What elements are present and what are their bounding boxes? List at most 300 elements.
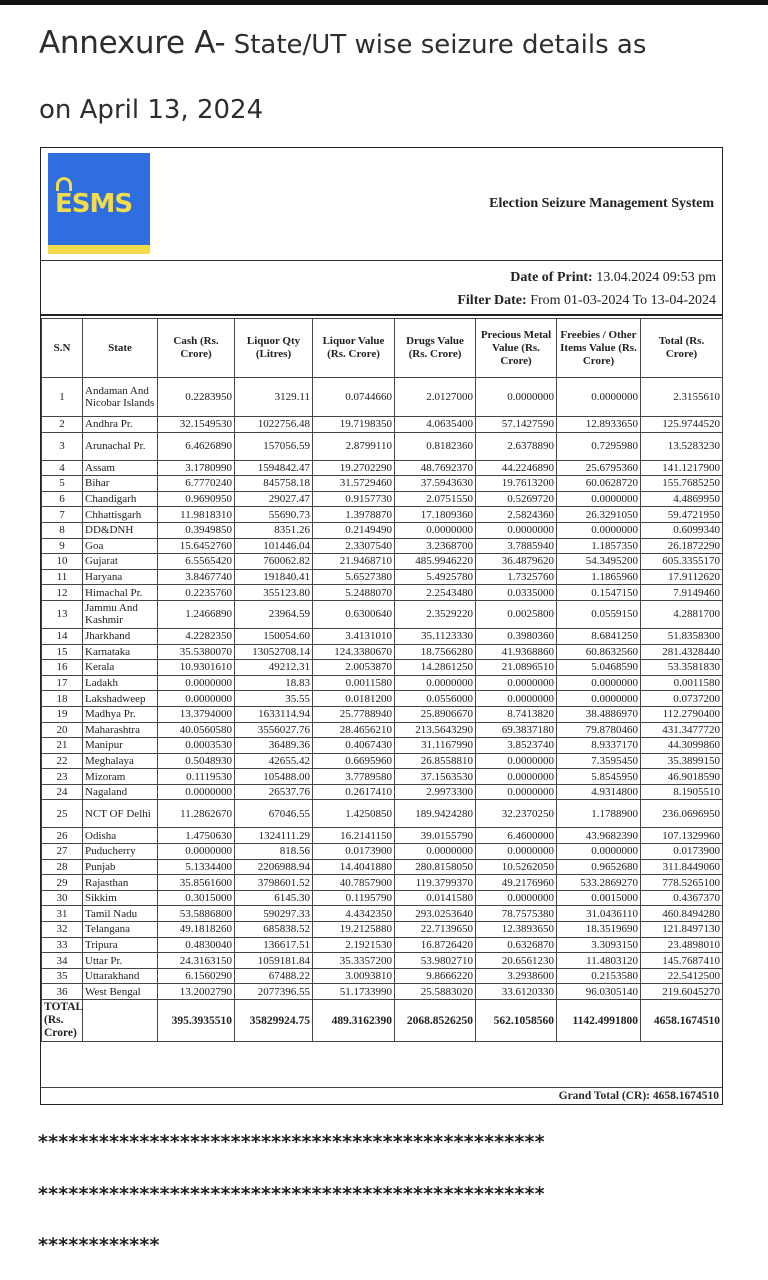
value-cell: 44.2246890 [476, 460, 557, 476]
heading-prefix: Annexure A- [39, 25, 226, 61]
table-row [42, 432, 723, 460]
value-cell: 96.0305140 [557, 984, 641, 1000]
value-cell: 431.3477720 [641, 722, 723, 738]
value-cell: 79.8780460 [557, 722, 641, 738]
value-cell: 60.8632560 [557, 644, 641, 660]
total-value: 562.1058560 [476, 1000, 557, 1042]
value-cell: 0.0000000 [476, 890, 557, 906]
table-header-row [42, 319, 723, 378]
value-cell: 7.9149460 [641, 585, 723, 601]
value-cell: 67488.22 [235, 968, 313, 984]
value-cell: 105488.00 [235, 769, 313, 785]
value-cell: 845758.18 [235, 476, 313, 492]
table-row [42, 491, 723, 507]
value-cell: 22.5412500 [641, 968, 723, 984]
value-cell: 136617.51 [235, 937, 313, 953]
value-cell: 43.9682390 [557, 828, 641, 844]
value-cell: 51.1733990 [313, 984, 395, 1000]
table-row [42, 522, 723, 538]
table-row [42, 722, 723, 738]
value-cell: 2.9973300 [395, 784, 476, 800]
state-cell: Karnataka [83, 644, 158, 660]
value-cell: 0.3949850 [158, 522, 235, 538]
value-cell: 69.3837180 [476, 722, 557, 738]
value-cell: 150054.60 [235, 628, 313, 644]
serial-cell: 22 [42, 753, 83, 769]
table-row [42, 691, 723, 707]
state-cell: NCT OF Delhi [83, 800, 158, 828]
value-cell: 0.0000000 [158, 691, 235, 707]
table-row [42, 417, 723, 433]
value-cell: 26.1872290 [641, 538, 723, 554]
serial-cell: 2 [42, 417, 83, 433]
value-cell: 1022756.48 [235, 417, 313, 433]
total-value: 4658.1674510 [641, 1000, 723, 1042]
value-cell: 0.0000000 [476, 769, 557, 785]
value-cell: 0.2235760 [158, 585, 235, 601]
value-cell: 0.0000000 [158, 844, 235, 860]
value-cell: 6.5565420 [158, 554, 235, 570]
value-cell: 31.0436110 [557, 906, 641, 922]
col-header: Drugs Value (Rs. Crore) [395, 319, 476, 378]
table-row [42, 844, 723, 860]
value-cell: 0.1119530 [158, 769, 235, 785]
table-row [42, 660, 723, 676]
value-cell: 53.5886800 [158, 906, 235, 922]
value-cell: 6145.30 [235, 890, 313, 906]
value-cell: 26537.76 [235, 784, 313, 800]
state-cell: Punjab [83, 859, 158, 875]
value-cell: 2.8799110 [313, 432, 395, 460]
serial-cell: 34 [42, 953, 83, 969]
value-cell: 18.7566280 [395, 644, 476, 660]
value-cell: 5.2488070 [313, 585, 395, 601]
table-row [42, 953, 723, 969]
value-cell: 6.1560290 [158, 968, 235, 984]
value-cell: 293.0253640 [395, 906, 476, 922]
value-cell: 22.7139650 [395, 922, 476, 938]
date-of-print-label: Date of Print: [510, 270, 593, 285]
value-cell: 14.2861250 [395, 660, 476, 676]
value-cell: 0.8182360 [395, 432, 476, 460]
value-cell: 35.1123330 [395, 628, 476, 644]
value-cell: 141.1217900 [641, 460, 723, 476]
value-cell: 12.3893650 [476, 922, 557, 938]
value-cell: 1.4250850 [313, 800, 395, 828]
total-value: 2068.8526250 [395, 1000, 476, 1042]
value-cell: 15.6452760 [158, 538, 235, 554]
serial-cell: 26 [42, 828, 83, 844]
value-cell: 35.55 [235, 691, 313, 707]
value-cell: 157056.59 [235, 432, 313, 460]
serial-cell: 28 [42, 859, 83, 875]
state-cell: West Bengal [83, 984, 158, 1000]
table-row [42, 890, 723, 906]
value-cell: 29027.47 [235, 491, 313, 507]
value-cell: 189.9424280 [395, 800, 476, 828]
value-cell: 0.0000000 [557, 675, 641, 691]
table-row [42, 554, 723, 570]
value-cell: 25.5883020 [395, 984, 476, 1000]
value-cell: 18.3519690 [557, 922, 641, 938]
value-cell: 37.1563530 [395, 769, 476, 785]
value-cell: 0.6300640 [313, 600, 395, 628]
table-row [42, 569, 723, 585]
table-row [42, 507, 723, 523]
value-cell: 11.4803120 [557, 953, 641, 969]
value-cell: 4.9314800 [557, 784, 641, 800]
state-cell: Haryana [83, 569, 158, 585]
col-header: Precious Metal Value (Rs. Crore) [476, 319, 557, 378]
value-cell: 0.0737200 [641, 691, 723, 707]
value-cell: 40.7857900 [313, 875, 395, 891]
serial-cell: 23 [42, 769, 83, 785]
value-cell: 2.3529220 [395, 600, 476, 628]
value-cell: 3798601.52 [235, 875, 313, 891]
value-cell: 23.4898010 [641, 937, 723, 953]
value-cell: 13.2002790 [158, 984, 235, 1000]
value-cell: 3129.11 [235, 378, 313, 417]
state-cell: Arunachal Pr. [83, 432, 158, 460]
total-label: TOTAL (Rs. Crore) [42, 1000, 83, 1042]
total-value: 35829924.75 [235, 1000, 313, 1042]
value-cell: 3.7885940 [476, 538, 557, 554]
value-cell: 0.2153580 [557, 968, 641, 984]
value-cell: 0.9690950 [158, 491, 235, 507]
value-cell: 2.2543480 [395, 585, 476, 601]
value-cell: 13052708.14 [235, 644, 313, 660]
logo-stripe [48, 245, 150, 254]
value-cell: 0.7295980 [557, 432, 641, 460]
value-cell: 590297.33 [235, 906, 313, 922]
value-cell: 39.0155790 [395, 828, 476, 844]
state-cell: Lakshadweep [83, 691, 158, 707]
value-cell: 36489.36 [235, 738, 313, 754]
value-cell: 155.7685250 [641, 476, 723, 492]
serial-cell: 7 [42, 507, 83, 523]
state-cell: Uttarakhand [83, 968, 158, 984]
heading-title: State/UT wise seizure details as [225, 30, 647, 60]
serial-cell: 35 [42, 968, 83, 984]
value-cell: 10.5262050 [476, 859, 557, 875]
state-cell: Tamil Nadu [83, 906, 158, 922]
serial-cell: 36 [42, 984, 83, 1000]
col-header: Freebies / Other Items Value (Rs. Crore) [557, 319, 641, 378]
date-of-print [510, 270, 716, 286]
value-cell: 2.3155610 [641, 378, 723, 417]
value-cell: 35.3357200 [313, 953, 395, 969]
value-cell: 35.3899150 [641, 753, 723, 769]
value-cell: 213.5643290 [395, 722, 476, 738]
filter-date-value: From 01-03-2024 To 13-04-2024 [526, 293, 716, 308]
value-cell: 0.0141580 [395, 890, 476, 906]
value-cell: 5.4925780 [395, 569, 476, 585]
state-cell: Goa [83, 538, 158, 554]
value-cell: 1059181.84 [235, 953, 313, 969]
value-cell: 3.2368700 [395, 538, 476, 554]
value-cell: 11.9818310 [158, 507, 235, 523]
value-cell: 2.1921530 [313, 937, 395, 953]
value-cell: 2.0053870 [313, 660, 395, 676]
value-cell: 32.1549530 [158, 417, 235, 433]
value-cell: 3.1780990 [158, 460, 235, 476]
value-cell: 16.8726420 [395, 937, 476, 953]
serial-cell: 27 [42, 844, 83, 860]
value-cell: 78.7575380 [476, 906, 557, 922]
value-cell: 25.6795360 [557, 460, 641, 476]
value-cell: 48.7692370 [395, 460, 476, 476]
value-cell: 1.4750630 [158, 828, 235, 844]
value-cell: 19.2702290 [313, 460, 395, 476]
separator-stars: ************ [38, 1234, 160, 1256]
table-row [42, 600, 723, 628]
state-cell: Meghalaya [83, 753, 158, 769]
table-row [42, 984, 723, 1000]
value-cell: 355123.80 [235, 585, 313, 601]
value-cell: 17.1809360 [395, 507, 476, 523]
state-cell: Nagaland [83, 784, 158, 800]
value-cell: 49.2176960 [476, 875, 557, 891]
serial-cell: 24 [42, 784, 83, 800]
value-cell: 281.4328440 [641, 644, 723, 660]
state-cell: Jammu And Kashmir [83, 600, 158, 628]
value-cell: 125.9744520 [641, 417, 723, 433]
table-row [42, 800, 723, 828]
value-cell: 0.0011580 [641, 675, 723, 691]
table-row [42, 753, 723, 769]
table-row [42, 968, 723, 984]
serial-cell: 30 [42, 890, 83, 906]
state-cell: Andhra Pr. [83, 417, 158, 433]
value-cell: 21.0896510 [476, 660, 557, 676]
serial-cell: 13 [42, 600, 83, 628]
esms-logo-icon [48, 153, 150, 254]
serial-cell: 1 [42, 378, 83, 417]
serial-cell: 5 [42, 476, 83, 492]
state-cell: Puducherry [83, 844, 158, 860]
value-cell: 55690.73 [235, 507, 313, 523]
value-cell: 0.0556000 [395, 691, 476, 707]
serial-cell: 6 [42, 491, 83, 507]
value-cell: 0.0000000 [476, 784, 557, 800]
value-cell: 6.4626890 [158, 432, 235, 460]
value-cell: 23964.59 [235, 600, 313, 628]
col-header: Liquor Qty (Litres) [235, 319, 313, 378]
value-cell: 2077396.55 [235, 984, 313, 1000]
value-cell: 21.9468710 [313, 554, 395, 570]
table-row [42, 828, 723, 844]
total-value [83, 1000, 158, 1042]
value-cell: 59.4721950 [641, 507, 723, 523]
value-cell: 1.1788900 [557, 800, 641, 828]
value-cell: 0.9157730 [313, 491, 395, 507]
value-cell: 10.9301610 [158, 660, 235, 676]
value-cell: 3.0093810 [313, 968, 395, 984]
value-cell: 0.0173900 [313, 844, 395, 860]
value-cell: 0.3015000 [158, 890, 235, 906]
value-cell: 11.2862670 [158, 800, 235, 828]
value-cell: 24.3163150 [158, 953, 235, 969]
report-header [41, 148, 722, 261]
value-cell: 0.4367370 [641, 890, 723, 906]
col-header: State [83, 319, 158, 378]
state-cell: Chhattisgarh [83, 507, 158, 523]
value-cell: 2.0751550 [395, 491, 476, 507]
value-cell: 2.6378890 [476, 432, 557, 460]
serial-cell: 18 [42, 691, 83, 707]
value-cell: 0.0173900 [641, 844, 723, 860]
serial-cell: 4 [42, 460, 83, 476]
value-cell: 0.0000000 [395, 675, 476, 691]
serial-cell: 33 [42, 937, 83, 953]
state-cell: Telangana [83, 922, 158, 938]
value-cell: 760062.82 [235, 554, 313, 570]
state-cell: Andaman And Nicobar Islands [83, 378, 158, 417]
value-cell: 0.0000000 [557, 844, 641, 860]
value-cell: 0.0181200 [313, 691, 395, 707]
value-cell: 119.3799370 [395, 875, 476, 891]
value-cell: 121.8497130 [641, 922, 723, 938]
value-cell: 2206988.94 [235, 859, 313, 875]
value-cell: 3556027.76 [235, 722, 313, 738]
state-cell: Ladakh [83, 675, 158, 691]
value-cell: 0.0744660 [313, 378, 395, 417]
value-cell: 311.8449060 [641, 859, 723, 875]
value-cell: 0.3980360 [476, 628, 557, 644]
separator-stars: ************************************************** [38, 1183, 545, 1205]
value-cell: 0.6099340 [641, 522, 723, 538]
value-cell: 35.8561600 [158, 875, 235, 891]
table-row [42, 538, 723, 554]
state-cell: Manipur [83, 738, 158, 754]
value-cell: 0.0000000 [557, 522, 641, 538]
value-cell: 2.3307540 [313, 538, 395, 554]
table-row [42, 644, 723, 660]
table-row [42, 675, 723, 691]
value-cell: 19.2125880 [313, 922, 395, 938]
serial-cell: 14 [42, 628, 83, 644]
value-cell: 8.1905510 [641, 784, 723, 800]
value-cell: 0.0000000 [557, 378, 641, 417]
value-cell: 1594842.47 [235, 460, 313, 476]
value-cell: 280.8158050 [395, 859, 476, 875]
filter-date-label: Filter Date: [457, 293, 527, 308]
value-cell: 0.4830040 [158, 937, 235, 953]
value-cell: 1.2466890 [158, 600, 235, 628]
value-cell: 54.3495200 [557, 554, 641, 570]
value-cell: 0.1195790 [313, 890, 395, 906]
value-cell: 13.3794000 [158, 706, 235, 722]
top-edge-bar [0, 0, 768, 5]
table-row [42, 476, 723, 492]
value-cell: 9.8666220 [395, 968, 476, 984]
serial-cell: 10 [42, 554, 83, 570]
value-cell: 460.8494280 [641, 906, 723, 922]
value-cell: 26.8558810 [395, 753, 476, 769]
value-cell: 14.4041880 [313, 859, 395, 875]
date-of-print-value: 13.04.2024 09:53 pm [592, 270, 716, 285]
state-cell: Kerala [83, 660, 158, 676]
table-row [42, 937, 723, 953]
value-cell: 6.7770240 [158, 476, 235, 492]
value-cell: 0.9652680 [557, 859, 641, 875]
report-frame [40, 147, 723, 1105]
value-cell: 0.0025800 [476, 600, 557, 628]
value-cell: 3.4131010 [313, 628, 395, 644]
value-cell: 0.6326870 [476, 937, 557, 953]
state-cell: Himachal Pr. [83, 585, 158, 601]
serial-cell: 21 [42, 738, 83, 754]
value-cell: 0.5269720 [476, 491, 557, 507]
table-row [42, 859, 723, 875]
value-cell: 53.9802710 [395, 953, 476, 969]
serial-cell: 11 [42, 569, 83, 585]
serial-cell: 19 [42, 706, 83, 722]
value-cell: 20.6561230 [476, 953, 557, 969]
value-cell: 25.7788940 [313, 706, 395, 722]
value-cell: 53.3581830 [641, 660, 723, 676]
serial-cell: 12 [42, 585, 83, 601]
serial-cell: 3 [42, 432, 83, 460]
value-cell: 0.4067430 [313, 738, 395, 754]
value-cell: 5.6527380 [313, 569, 395, 585]
value-cell: 33.6120330 [476, 984, 557, 1000]
value-cell: 19.7198350 [313, 417, 395, 433]
value-cell: 191840.41 [235, 569, 313, 585]
state-cell: Uttar Pr. [83, 953, 158, 969]
state-cell: Rajasthan [83, 875, 158, 891]
value-cell: 31.1167990 [395, 738, 476, 754]
table-row [42, 784, 723, 800]
value-cell: 2.5824360 [476, 507, 557, 523]
value-cell: 778.5265100 [641, 875, 723, 891]
col-header: Liquor Value (Rs. Crore) [313, 319, 395, 378]
logo-text: ESMS [55, 189, 133, 219]
state-cell: Gujarat [83, 554, 158, 570]
value-cell: 3.3093150 [557, 937, 641, 953]
value-cell: 0.0000000 [476, 522, 557, 538]
value-cell: 1633114.94 [235, 706, 313, 722]
value-cell: 67046.55 [235, 800, 313, 828]
value-cell: 8.9337170 [557, 738, 641, 754]
serial-cell: 25 [42, 800, 83, 828]
value-cell: 0.0335000 [476, 585, 557, 601]
value-cell: 1.1857350 [557, 538, 641, 554]
value-cell: 236.0696950 [641, 800, 723, 828]
value-cell: 26.3291050 [557, 507, 641, 523]
value-cell: 605.3355170 [641, 554, 723, 570]
serial-cell: 20 [42, 722, 83, 738]
serial-cell: 17 [42, 675, 83, 691]
value-cell: 31.5729460 [313, 476, 395, 492]
value-cell: 3.8467740 [158, 569, 235, 585]
serial-cell: 31 [42, 906, 83, 922]
value-cell: 3.8523740 [476, 738, 557, 754]
serial-cell: 32 [42, 922, 83, 938]
value-cell: 0.0000000 [476, 753, 557, 769]
value-cell: 533.2869270 [557, 875, 641, 891]
value-cell: 0.0000000 [158, 675, 235, 691]
value-cell: 124.3380670 [313, 644, 395, 660]
value-cell: 16.2141150 [313, 828, 395, 844]
col-header: Total (Rs. Crore) [641, 319, 723, 378]
value-cell: 49212.31 [235, 660, 313, 676]
value-cell: 0.5048930 [158, 753, 235, 769]
system-title: Election Seizure Management System [489, 196, 714, 211]
value-cell: 12.8933650 [557, 417, 641, 433]
value-cell: 0.2617410 [313, 784, 395, 800]
table-row [42, 738, 723, 754]
